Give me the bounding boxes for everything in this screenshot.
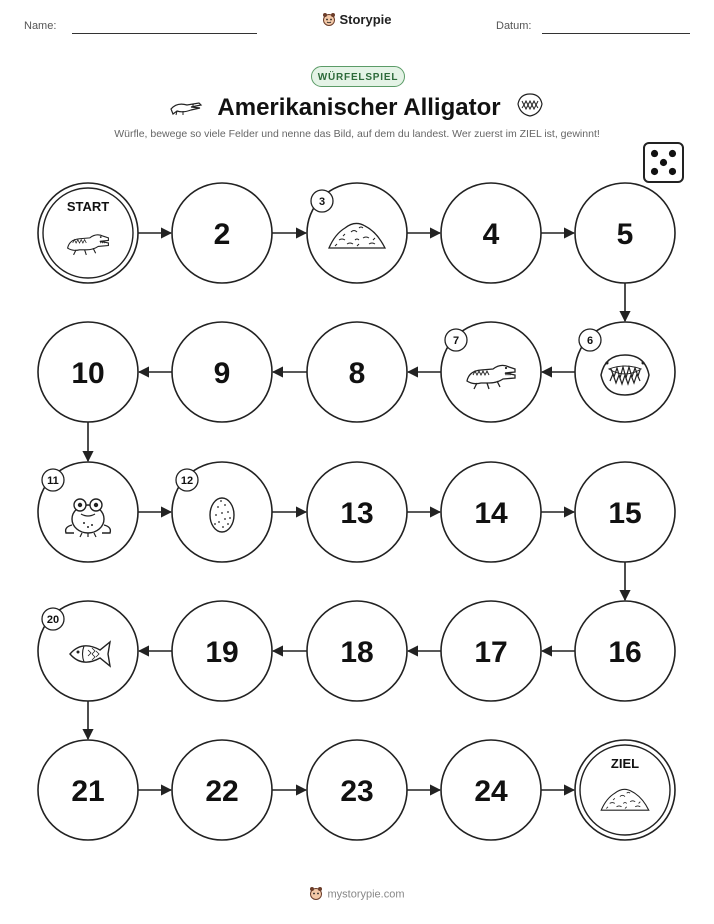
cell-18[interactable] — [307, 601, 407, 701]
cell-24[interactable] — [441, 740, 541, 840]
cell-start[interactable] — [38, 183, 138, 283]
cell-number-small: 6 — [586, 335, 594, 347]
cell-3[interactable] — [307, 183, 407, 283]
cell-number: 13 — [340, 497, 374, 530]
name-label: Name: — [24, 20, 57, 32]
dice-pip — [669, 150, 676, 157]
brand-name: Storypie — [339, 12, 392, 27]
cell-20[interactable] — [38, 601, 138, 701]
cell-4[interactable] — [441, 183, 541, 283]
cell-12[interactable] — [172, 462, 272, 562]
cell-15[interactable] — [575, 462, 675, 562]
cell-number: 15 — [608, 497, 642, 530]
cell-number: 24 — [474, 775, 508, 808]
goal-label: ZIEL — [610, 756, 640, 771]
cell-17[interactable] — [441, 601, 541, 701]
cell-number: 23 — [340, 775, 374, 808]
open-jaws-icon — [601, 355, 649, 395]
cell-number: 5 — [616, 218, 634, 251]
cell-number-small: 12 — [180, 475, 194, 487]
cell-number: 22 — [205, 775, 239, 808]
cell-number: 21 — [71, 775, 105, 808]
cell-8[interactable] — [307, 322, 407, 422]
game-type-badge: WÜRFELSPIEL — [311, 66, 405, 87]
cell-19[interactable] — [172, 601, 272, 701]
cell-13[interactable] — [307, 462, 407, 562]
footer-url: mystorypie.com — [327, 888, 405, 901]
cell-14[interactable] — [441, 462, 541, 562]
cell-6[interactable] — [575, 322, 675, 422]
cell-7[interactable] — [441, 322, 541, 422]
cell-11[interactable] — [38, 462, 138, 562]
cell-number: 16 — [608, 636, 642, 669]
title-text: Amerikanischer Alligator — [217, 93, 501, 121]
cell-9[interactable] — [172, 322, 272, 422]
cell-2[interactable] — [172, 183, 272, 283]
cell-21[interactable] — [38, 740, 138, 840]
cell-number: 9 — [213, 357, 231, 390]
cell-5[interactable] — [575, 183, 675, 283]
date-label: Datum: — [496, 20, 532, 32]
cell-number-small: 7 — [452, 335, 460, 347]
cell-number: 19 — [205, 636, 239, 669]
board-cells — [38, 183, 675, 840]
footer — [0, 886, 714, 903]
cell-number: 8 — [348, 357, 366, 390]
cell-circle — [38, 183, 138, 283]
cell-number: 18 — [340, 636, 374, 669]
cell-goal[interactable] — [575, 740, 675, 840]
dice-pip — [660, 159, 667, 166]
dice-pip — [651, 168, 658, 175]
storypie-footer-logo-icon — [309, 886, 323, 903]
cell-10[interactable] — [38, 322, 138, 422]
cell-22[interactable] — [172, 740, 272, 840]
dice-pip — [669, 168, 676, 175]
cell-number-small: 20 — [46, 614, 60, 626]
cell-number: 14 — [474, 497, 508, 530]
cell-number: 2 — [213, 218, 231, 251]
cell-number-small: 11 — [47, 475, 59, 487]
cell-number-small: 3 — [318, 196, 326, 208]
start-label: START — [66, 199, 110, 214]
cell-number: 10 — [71, 357, 105, 390]
cell-number: 4 — [482, 218, 500, 251]
cell-number: 17 — [474, 636, 508, 669]
cell-23[interactable] — [307, 740, 407, 840]
instructions: Würfle, bewege so viele Felder und nenne das Bild, auf dem du landest. Wer zuerst im ZIEL ist, gewinnt! — [114, 128, 600, 140]
egg-icon — [210, 498, 234, 532]
cell-16[interactable] — [575, 601, 675, 701]
dice-pip — [651, 150, 658, 157]
dice-icon — [644, 143, 683, 182]
